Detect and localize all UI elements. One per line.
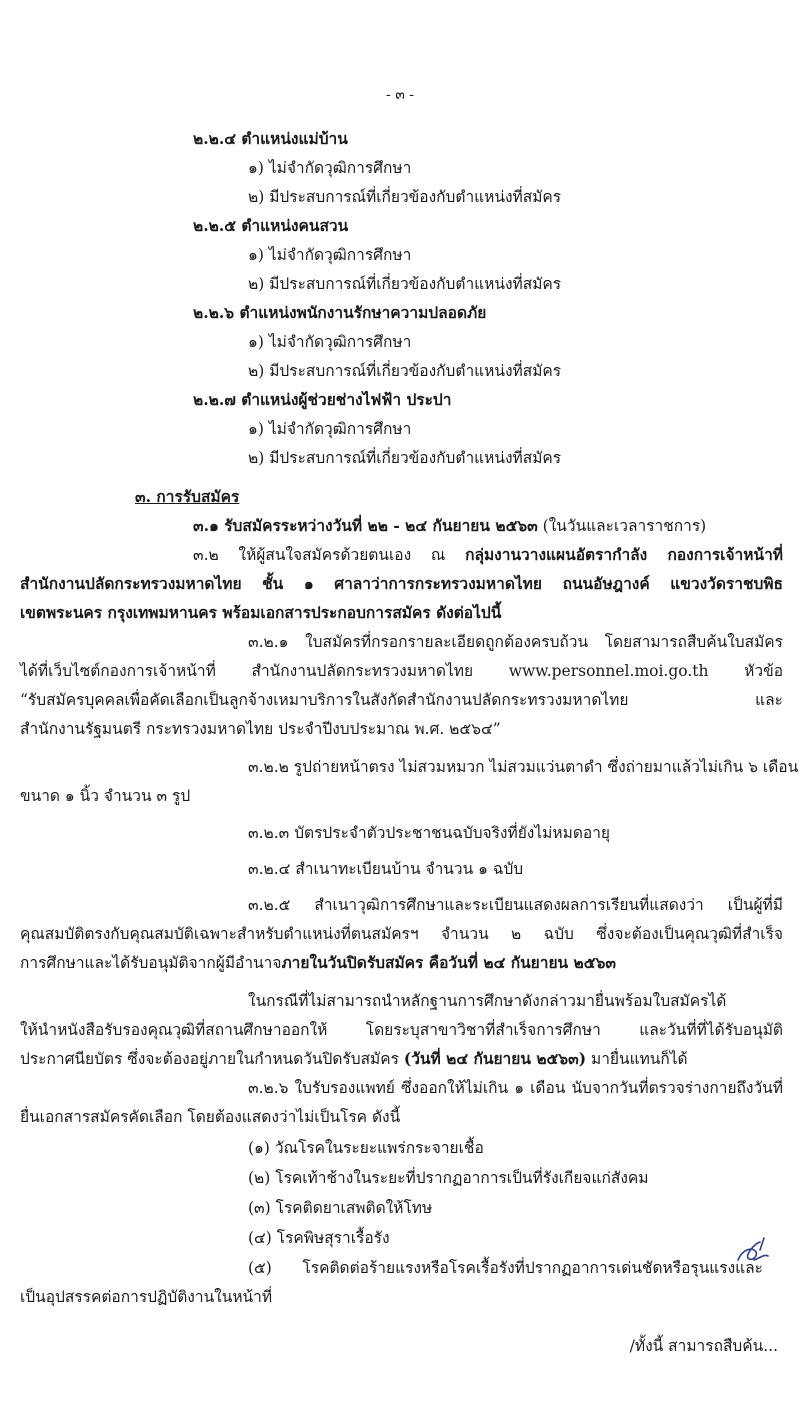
paragraph-3-2-1-line1: ๓.๒.๑ ใบสมัครที่กรอกรายละเอียดถูกต้องครบถ้วน โดยสามารถสืบค้นใบสมัคร <box>248 633 783 651</box>
office-hours-note: (ในวันและเวลาราชการ) <box>537 517 707 535</box>
paragraph-3-2-5-line4: ในกรณีที่ไม่สามารถนำหลักฐานการศึกษาดังกล่าวมายื่นพร้อมใบสมัครได้ <box>248 992 727 1010</box>
requirement-item: ๒) มีประสบการณ์ที่เกี่ยวข้องกับตำแหน่งที่สมัคร <box>248 449 562 467</box>
disease-item: (๑) วัณโรคในระยะแพร่กระจายเชื้อ <box>248 1139 484 1157</box>
paragraph-3-1 <box>193 515 706 537</box>
paragraph-3-2-5-line1: ๓.๒.๕ สำเนาวุฒิการศึกษาและระเบียนแสดงผลการเรียนที่แสดงว่า เป็นผู้ที่มี <box>248 896 783 914</box>
paragraph-3-2-6-line2: ยื่นเอกสารสมัครคัดเลือก โดยต้องแสดงว่าไม่เป็นโรค ดังนี้ <box>20 1108 401 1126</box>
paragraph-3-2-5-line6 <box>20 1048 688 1070</box>
paragraph-3-2-2-line2: ขนาด ๑ นิ้ว จำนวน ๓ รูป <box>20 787 191 805</box>
paragraph-3-2-5-line2: คุณสมบัติตรงกับคุณสมบัติเฉพาะสำหรับตำแหน่งที่ตนสมัครฯ จำนวน ๒ ฉบับ ซึ่งจะต้องเป็นคุณวุฒิที่สำเร็จ <box>20 925 783 943</box>
text-span: มายื่นแทนก็ได้ <box>586 1050 688 1068</box>
paragraph-3-2-5-line5: ให้นำหนังสือรับรองคุณวุฒิที่สถานศึกษาออกให้ โดยระบุสาขาวิชาที่สำเร็จการศึกษา และวันที่ที่ได้รับอนุมัติ <box>20 1021 783 1039</box>
continuation-footer: /ทั้งนี้ สามารถสืบค้น... <box>629 1337 778 1355</box>
requirement-item: ๑) ไม่จำกัดวุฒิการศึกษา <box>248 246 412 264</box>
disease-item: (๔) โรคพิษสุราเรื้อรัง <box>248 1229 390 1247</box>
text-span: การศึกษาและได้รับอนุมัติจากผู้มีอำนาจ <box>20 954 282 972</box>
closing-date: (วันที่ ๒๔ กันยายน ๒๕๖๓) <box>403 1049 587 1068</box>
section-title-application: ๓. การรับสมัคร <box>135 487 240 506</box>
paragraph-3-2-1-line3: “รับสมัครบุคคลเพื่อคัดเลือกเป็นลูกจ้างเหมาบริการในสังกัดสำนักงานปลัดกระทรวงมหาดไทย และ <box>20 691 783 709</box>
closing-date-note: ภายในวันปิดรับสมัคร คือวันที่ ๒๔ กันยายน ๒๕๖๓ <box>281 953 616 972</box>
paragraph-3-2-line3: เขตพระนคร กรุงเทพมหานคร พร้อมเอกสารประกอบการสมัคร ดังต่อไปนี้ <box>20 603 502 622</box>
disease-item: (๒) โรคเท้าช้างในระยะที่ปรากฏอาการเป็นที่รังเกียจแก่สังคม <box>248 1169 649 1187</box>
paragraph-3-2-1-line4: สำนักงานรัฐมนตรี กระทรวงมหาดไทย ประจำปีงบประมาณ พ.ศ. ๒๕๖๔” <box>20 720 501 738</box>
paragraph-3-2-6-line1: ๓.๒.๖ ใบรับรองแพทย์ ซึ่งออกให้ไม่เกิน ๑ เดือน นับจากวันที่ตรวจร่างกายถึงวันที่ <box>248 1079 783 1097</box>
requirement-item: ๒) มีประสบการณ์ที่เกี่ยวข้องกับตำแหน่งที่สมัคร <box>248 362 562 380</box>
position-heading-housekeeper: ๒.๒.๔ ตำแหน่งแม่บ้าน <box>193 129 348 148</box>
paragraph-3-2-3: ๓.๒.๓ บัตรประจำตัวประชาชนฉบับจริงที่ยังไม่หมดอายุ <box>248 824 610 842</box>
position-heading-electrician-assistant: ๒.๒.๗ ตำแหน่งผู้ช่วยช่างไฟฟ้า ประปา <box>193 390 452 409</box>
disease-item-continuation: เป็นอุปสรรคต่อการปฏิบัติงานในหน้าที่ <box>20 1288 273 1306</box>
page-number: - ๓ - <box>386 87 414 103</box>
text-span: ๓.๒ ให้ผู้สนใจสมัครด้วยตนเอง ณ <box>193 546 466 564</box>
requirement-item: ๑) ไม่จำกัดวุฒิการศึกษา <box>248 333 412 351</box>
disease-item: (๕) โรคติดต่อร้ายแรงหรือโรคเรื้อรังที่ปรากฏอาการเด่นชัดหรือรุนแรงและ <box>248 1259 763 1277</box>
requirement-item: ๑) ไม่จำกัดวุฒิการศึกษา <box>248 420 412 438</box>
paragraph-3-2-4: ๓.๒.๔ สำเนาทะเบียนบ้าน จำนวน ๑ ฉบับ <box>248 860 524 878</box>
paragraph-3-2-1-line2: ได้ที่เว็บไซต์กองการเจ้าหน้าที่ สำนักงานปลัดกระทรวงมหาดไทย www.personnel.moi.go.th หัวข้อ <box>20 662 783 680</box>
paragraph-3-2-5-line3 <box>20 952 616 974</box>
signature-initials-icon <box>730 1230 774 1270</box>
disease-item: (๓) โรคติดยาเสพติดให้โทษ <box>248 1199 433 1217</box>
position-heading-gardener: ๒.๒.๕ ตำแหน่งคนสวน <box>193 216 349 235</box>
paragraph-3-2-2-line1: ๓.๒.๒ รูปถ่ายหน้าตรง ไม่สวมหมวก ไม่สวมแว่นตาดำ ซึ่งถ่ายมาแล้วไม่เกิน ๖ เดือน <box>248 758 799 776</box>
application-period: ๓.๑ รับสมัครระหว่างวันที่ ๒๒ - ๒๔ กันยายน ๒๕๖๓ <box>193 516 538 535</box>
requirement-item: ๑) ไม่จำกัดวุฒิการศึกษา <box>248 159 412 177</box>
paragraph-3-2-line2: สำนักงานปลัดกระทรวงมหาดไทย ชั้น ๑ ศาลาว่าการกระทรวงมหาดไทย ถนนอัษฎางค์ แขวงวัดราชบพิธ <box>20 574 783 593</box>
text-span: ประกาศนียบัตร ซึ่งจะต้องอยู่ภายในกำหนดวันปิดรับสมัคร <box>20 1050 404 1068</box>
requirement-item: ๒) มีประสบการณ์ที่เกี่ยวข้องกับตำแหน่งที่สมัคร <box>248 275 562 293</box>
requirement-item: ๒) มีประสบการณ์ที่เกี่ยวข้องกับตำแหน่งที่สมัคร <box>248 188 562 206</box>
paragraph-3-2-line1 <box>193 544 783 566</box>
office-name: กลุ่มงานวางแผนอัตรากำลัง กองการเจ้าหน้าที่ <box>465 545 783 564</box>
position-heading-security: ๒.๒.๖ ตำแหน่งพนักงานรักษาความปลอดภัย <box>193 303 487 322</box>
